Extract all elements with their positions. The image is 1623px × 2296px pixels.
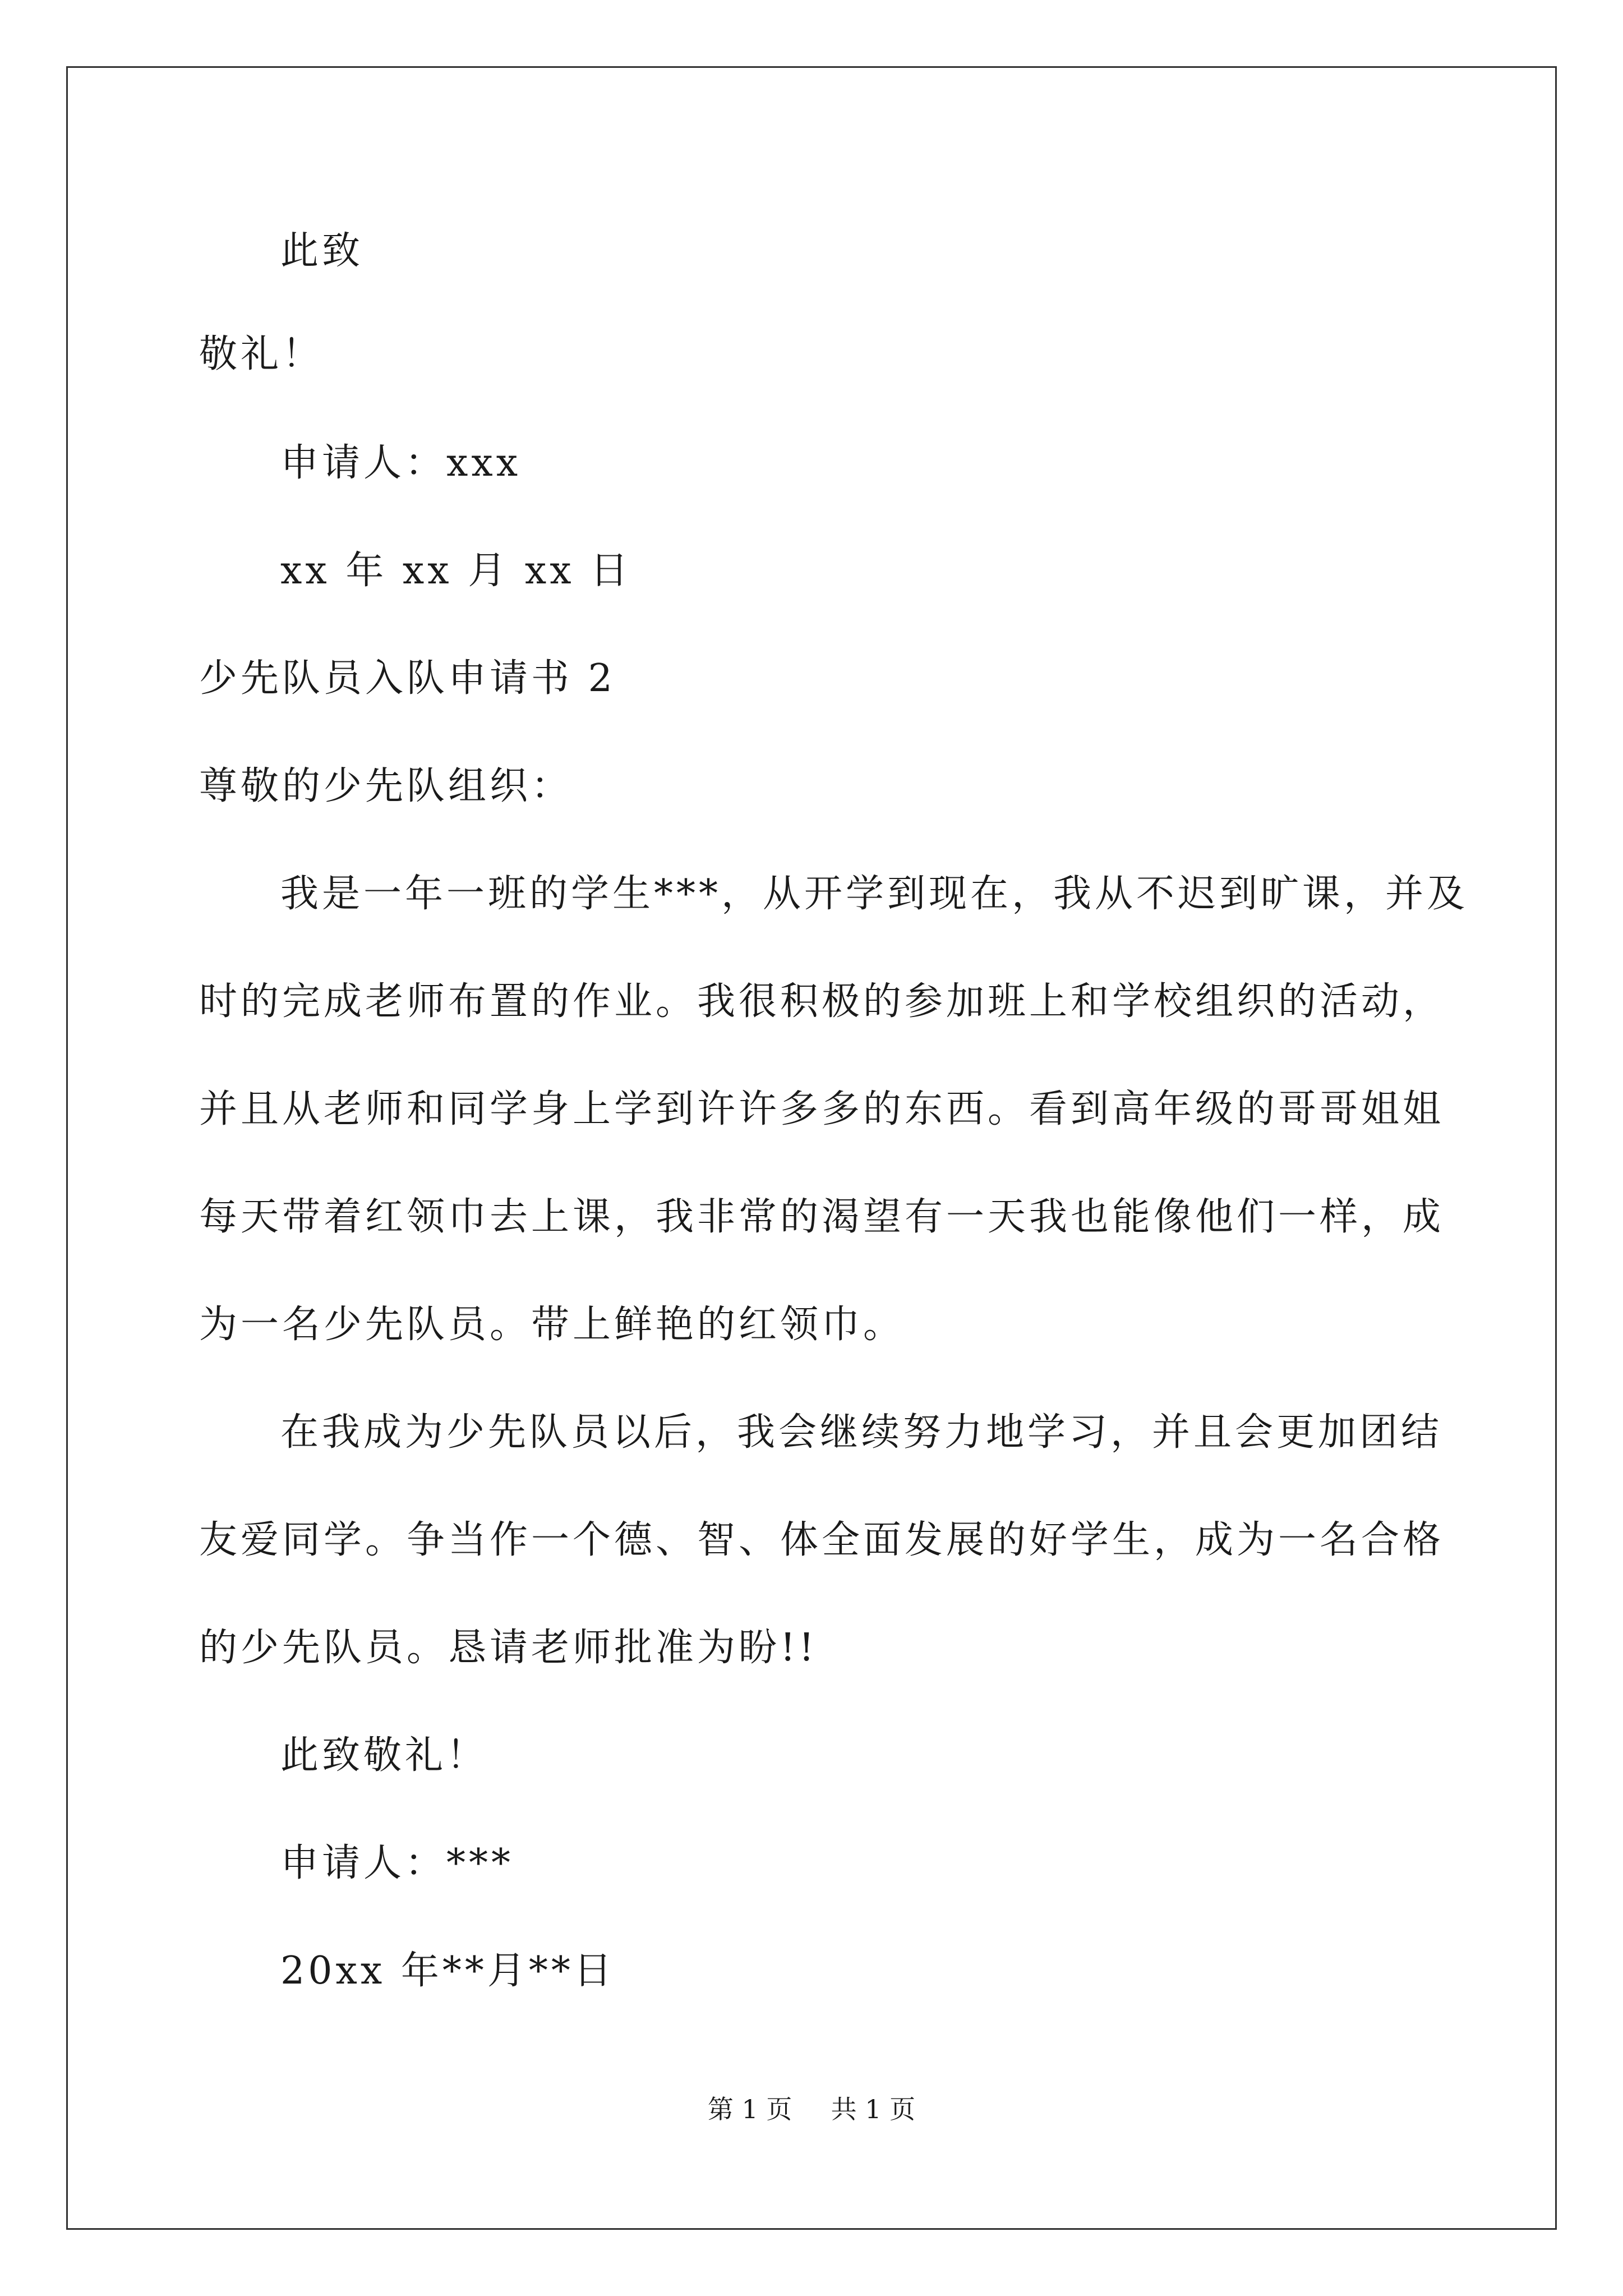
page-footer [0,2092,1623,2126]
closing-regards: 敬礼！ [199,332,324,376]
paragraph-2-line-2: 友爱同学。争当作一个德、智、体全面发展的好学生，成为一名合格 [199,1518,1445,1562]
page-number-total: 共 1 页 [831,2094,916,2124]
closing-salutation: 此致 [280,229,364,273]
applicant-line-2: 申请人：*** [280,1841,514,1885]
paragraph-1-line-4: 每天带着红领巾去上课，我非常的渴望有一天我也能像他们一样，成 [199,1195,1445,1239]
paragraph-1-line-1: 我是一年一班的学生***，从开学到现在，我从不迟到旷课，并及 [280,872,1469,916]
paragraph-2-line-3: 的少先队员。恳请老师批准为盼!! [199,1626,818,1670]
date-line-2: 20xx 年**月**日 [280,1949,615,1993]
paragraph-1-line-5: 为一名少先队员。带上鲜艳的红领巾。 [199,1303,905,1347]
paragraph-2-line-1: 在我成为少先队员以后，我会继续努力地学习，并且会更加团结 [280,1410,1443,1455]
closing-line: 此致敬礼！ [280,1733,488,1778]
paragraph-1-line-3: 并且从老师和同学身上学到许许多多的东西。看到高年级的哥哥姐姐 [199,1087,1445,1131]
page-number-current: 第 1 页 [707,2094,792,2124]
date-line: xx 年 xx 月 xx 日 [280,549,632,593]
greeting: 尊敬的少先队组织： [199,764,573,808]
applicant-line: 申请人：xxx [280,441,522,485]
page-border [66,66,1557,2230]
document-title: 少先队员入队申请书 2 [199,656,616,701]
paragraph-1-line-2: 时的完成老师布置的作业。我很积极的参加班上和学校组织的活动， [199,979,1445,1024]
